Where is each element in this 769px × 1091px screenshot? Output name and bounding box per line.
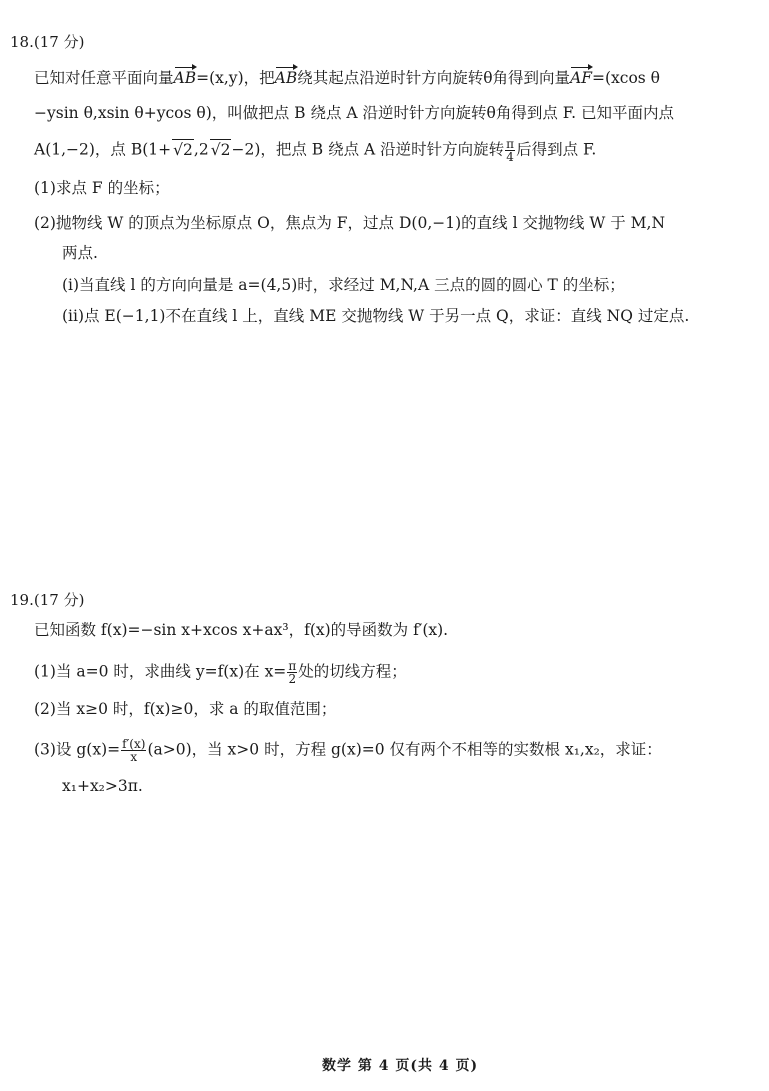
q19-number: 19.: [10, 591, 34, 609]
fraction-denominator: 2: [288, 672, 297, 686]
page-footer: 数学 第 4 页(共 4 页): [322, 1058, 479, 1074]
q18-stem-text: A(1,−2)，点 B(1+: [34, 140, 172, 159]
sqrt-radicand: 2: [220, 140, 231, 159]
fraction-pi-over-4: [505, 138, 515, 163]
vector-ab: AB: [173, 69, 197, 87]
q18-stem-text: ,2: [193, 140, 209, 159]
fraction-denominator: x: [130, 750, 138, 764]
q19-part1: [34, 660, 407, 685]
sqrt-2: √2: [173, 140, 193, 159]
fraction-pi-over-2: [287, 660, 297, 685]
fraction-denominator: 4: [506, 150, 514, 164]
q19-part3-text: (a>0)，当 x>0 时，方程 g(x)=0 仅有两个不相等的实数根 x₁,x₂，求证：: [147, 740, 662, 759]
q18-stem-text: =(xcos θ: [592, 69, 661, 87]
q18-part2-i: (i)当直线 l 的方向向量是 a=(4,5)时，求经过 M,N,A 三点的圆的圆心 T 的坐标；: [62, 276, 625, 294]
fraction-numerator: f′(x): [122, 737, 146, 751]
q18-stem-text: −2)，把点 B 绕点 A 沿逆时针方向旋转: [231, 140, 505, 159]
q18-score: (17 分): [33, 33, 85, 51]
sqrt-2: √2: [210, 140, 231, 159]
q18-part2-ii: (ii)点 E(−1,1)不在直线 l 上，直线 ME 交抛物线 W 于另一点 Q，求证：直线 NQ 过定点.: [62, 307, 690, 325]
q18-stem-text: 后得到点 F.: [516, 140, 597, 159]
q19-part3-line2: x₁+x₂>3π.: [62, 777, 143, 795]
fraction-numerator: π: [506, 137, 515, 151]
sqrt-radicand: 2: [183, 140, 193, 159]
q18-stem-line1: [34, 68, 660, 88]
q18-number: 18.: [10, 33, 34, 51]
vector-ab: AB: [274, 69, 298, 87]
q19-part3-text: (3)设 g(x)=: [34, 740, 121, 759]
q18-header: [10, 32, 84, 52]
fraction-fprime-over-x: [121, 738, 146, 763]
q18-part1: (1)求点 F 的坐标；: [34, 179, 170, 197]
q19-stem: 已知函数 f(x)=−sin x+xcos x+ax³，f(x)的导函数为 f′(x).: [34, 621, 449, 639]
q19-part1-text: (1)当 a=0 时，求曲线 y=f(x)在 x=: [34, 662, 287, 681]
q18-stem-text: =(x,y)，把: [196, 69, 275, 87]
q18-stem-text: 已知对任意平面向量: [34, 69, 174, 87]
q19-score: (17 分): [33, 591, 85, 609]
q18-part2-line1: (2)抛物线 W 的顶点为坐标原点 O，焦点为 F，过点 D(0,−1)的直线 l 交抛物线 W 于 M,N: [34, 214, 666, 232]
fraction-numerator: π: [288, 659, 297, 673]
q19-part1-text: 处的切线方程；: [298, 662, 407, 681]
q18-part2-line2: 两点.: [62, 244, 98, 262]
vector-af: AF: [570, 69, 593, 87]
q19-header: [10, 590, 84, 610]
q19-part3-line1: [34, 738, 662, 763]
q19-part2: (2)当 x≥0 时，f(x)≥0，求 a 的取值范围；: [34, 700, 337, 718]
q18-stem-text: 绕其起点沿逆时针方向旋转θ角得到向量: [297, 69, 571, 87]
q18-stem-line3: [34, 138, 596, 163]
q18-stem-line2: −ysin θ,xsin θ+ycos θ)，叫做把点 B 绕点 A 沿逆时针方向旋转θ角得到点 F. 已知平面内点: [34, 104, 674, 122]
